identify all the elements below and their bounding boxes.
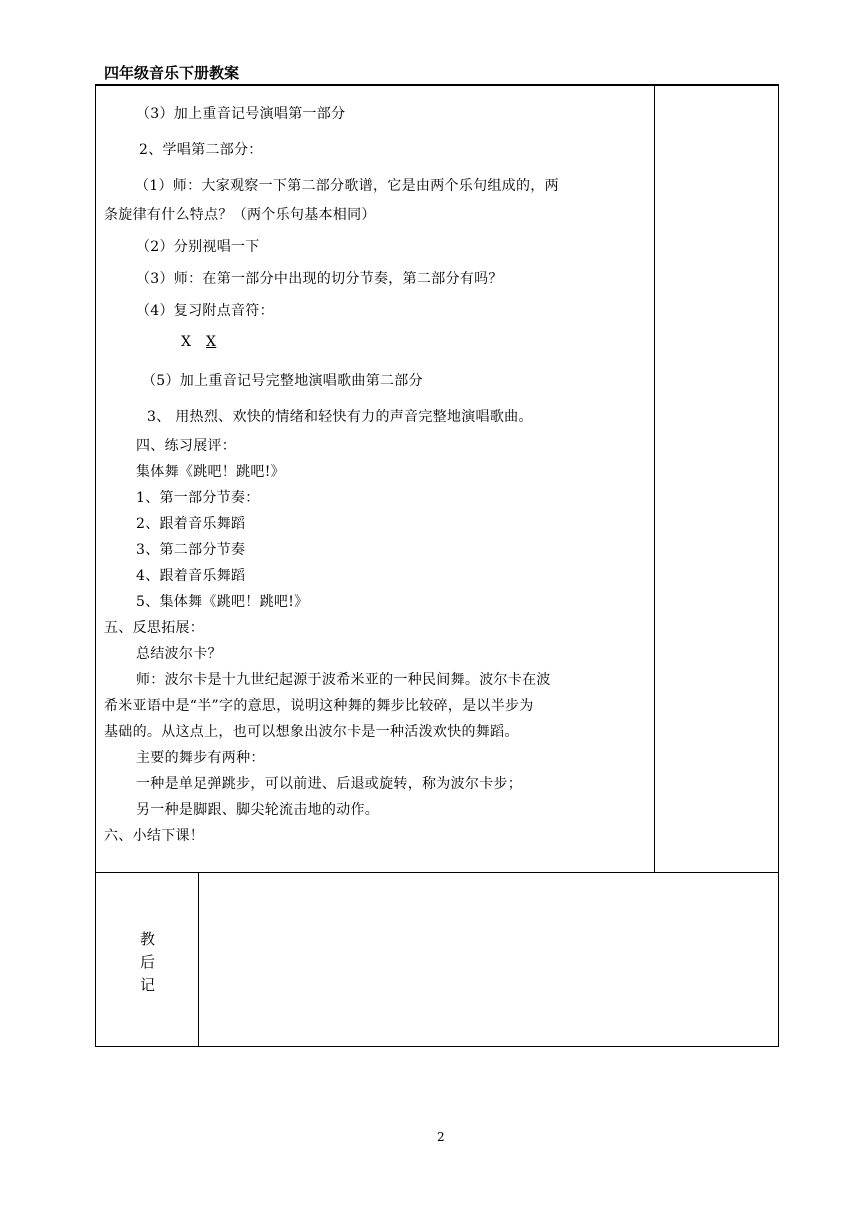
table-left-border [95, 86, 96, 1046]
text-line: （4）复习附点音符： [136, 303, 274, 319]
post-lesson-label-char-2: 后 [140, 953, 156, 971]
rhythm-note-underlined: X [206, 334, 217, 350]
text-line: （1）师：大家观察一下第二部分歌谱，它是由两个乐句组成的，两 [135, 178, 559, 194]
table-bottom-border [95, 1046, 779, 1047]
text-line: 六、小结下课！ [104, 828, 205, 844]
text-line: 总结波尔卡？ [136, 646, 222, 662]
text-line: 1、第一部分节奏： [136, 490, 260, 506]
post-lesson-label-char-1: 教 [140, 930, 156, 948]
post-lesson-label-char-3: 记 [140, 976, 156, 994]
page-number: 2 [437, 1130, 445, 1144]
label-column-divider [198, 872, 199, 1046]
rhythm-note: X [181, 334, 192, 350]
text-line: （2）分别视唱一下 [136, 239, 260, 255]
document-header-title: 四年级音乐下册教案 [104, 64, 240, 82]
text-line: 集体舞《跳吧！跳吧!》 [136, 464, 285, 480]
text-line: 2、跟着音乐舞蹈 [136, 516, 246, 532]
text-line: 3、 用热烈、欢快的情绪和轻快有力的声音完整地演唱歌曲。 [147, 409, 533, 425]
text-line: 条旋律有什么特点？（两个乐句基本相同） [104, 207, 376, 223]
text-line: 5、集体舞《跳吧！跳吧!》 [136, 594, 309, 610]
text-line: 四、练习展评： [136, 438, 237, 454]
text-line: 基础的。从这点上，也可以想象出波尔卡是一种活泼欢快的舞蹈。 [104, 724, 519, 740]
text-line: 希米亚语中是“半”字的意思，说明这种舞的舞步比较碎，是以半步为 [104, 698, 534, 714]
header-rule [95, 84, 779, 86]
text-line: 一种是单足弹跳步，可以前进、后退或旋转，称为波尔卡步； [136, 776, 523, 792]
content-column-divider [654, 86, 655, 872]
text-line: （5）加上重音记号完整地演唱歌曲第二部分 [142, 373, 423, 389]
text-line: 3、第二部分节奏 [136, 542, 246, 558]
text-line: 4、跟着音乐舞蹈 [136, 568, 246, 584]
text-line: 2、学唱第二部分： [139, 142, 263, 158]
text-line: 师：波尔卡是十九世纪起源于波希米亚的一种民间舞。波尔卡在波 [136, 672, 551, 688]
text-line: （3）加上重音记号演唱第一部分 [136, 106, 346, 122]
text-line: 主要的舞步有两种： [136, 750, 265, 766]
text-line: （3）师：在第一部分中出现的切分节奏，第二部分有吗？ [136, 271, 503, 287]
text-line: 另一种是脚跟、脚尖轮流击地的动作。 [136, 802, 380, 818]
table-right-border [778, 86, 779, 1046]
text-line: 五、反思拓展： [104, 620, 205, 636]
